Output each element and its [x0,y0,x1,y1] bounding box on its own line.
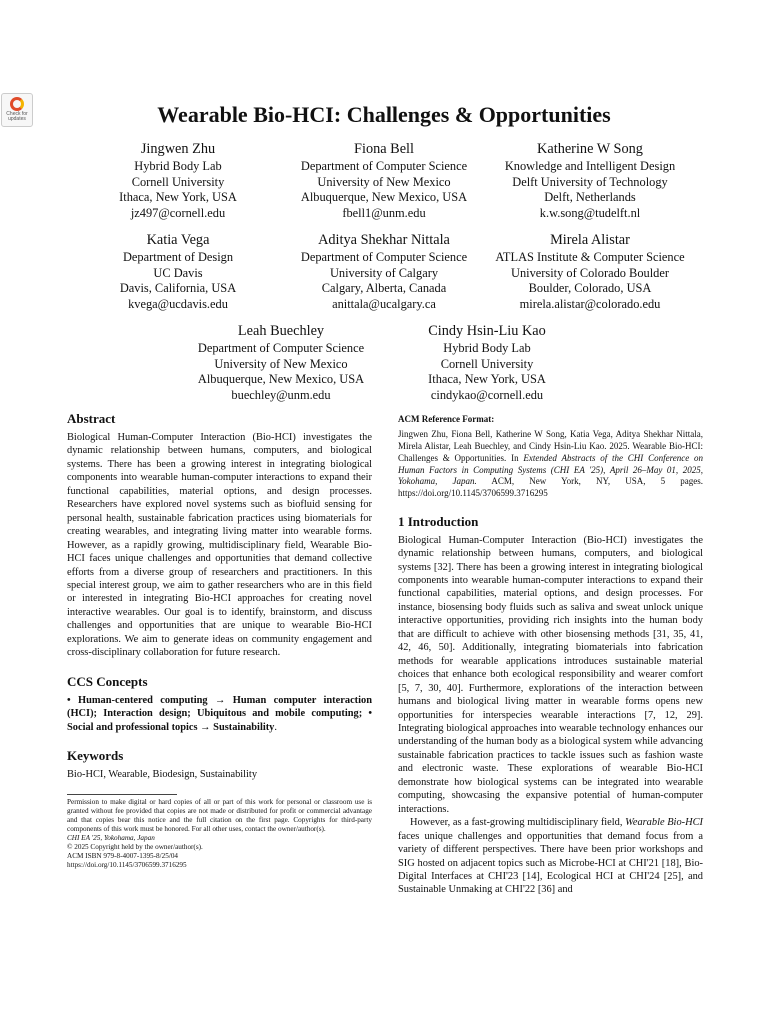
permission-notice [67,798,372,871]
author-affiliation: Department of Computer Science [300,250,468,264]
author-institution: UC Davis [153,265,203,280]
acm-ref-authors: Jingwen Zhu, Fiona Bell, Katherine W Song, Katia Vega, Aditya Shekhar Nittala, Mirela Alistar, Leah Buechley, and Cindy Hsin-Liu Kao. 2025. Wearable Bio-HCI: Challenges & Opportunities. In [398,429,703,463]
author-name: Cindy Hsin-Liu Kao [428,323,546,339]
author-affiliation: ATLAS Institute & Computer Science [495,250,685,264]
keywords-heading: Keywords [67,748,124,764]
acm-ref-venue: Extended Abstracts of the CHI Conference on Human Factors in Computing Systems (CHI EA '25), April 26–May 01, 2025, Yokohama, Japan. [398,452,704,487]
author-email: mirela.alistar@colorado.edu [519,296,661,311]
author-name: Aditya Shekhar Nittala [318,232,450,248]
right-column [398,413,703,897]
author-institution: University of Calgary [329,265,439,280]
author-affiliation: Knowledge and Intelligent Design [504,159,676,173]
permission-text: Permission to make digital or hard copies of all or part of this work for personal or classroom use is granted without fee provided that copies are not made or distributed for profit or commercial advantage and that copies bear this notice and the full citation on the first page. Copyrights for third-party components of this work must be honored. For all other uses, contact the owner/author(s). [67,797,372,833]
ccs-concepts [67,694,372,734]
author-affiliation: Hybrid Body Lab [134,159,222,173]
intro-heading: 1 Introduction [398,513,479,529]
author-block [485,231,695,312]
footnote-rule [67,794,177,795]
author-affiliation: Department of Design [122,250,234,264]
author-institution: University of New Mexico [214,356,348,371]
author-name: Fiona Bell [354,141,414,157]
ccs-end: . [274,721,277,733]
ccs-concept-social: • Social and professional topics → Sustainability [67,708,372,733]
author-email: k.w.song@tudelft.nl [539,205,641,220]
author-location: Albuquerque, New Mexico, USA [300,190,468,205]
abstract-heading: Abstract [67,411,116,426]
author-name: Leah Buechley [237,323,325,339]
abstract-text: Biological Human-Computer Interaction (Bio-HCI) investigates the dynamic relationship between humans, computers, and biological systems. There has been a growing interest in integrating biological components into wearable human-computer interactions to expand their functional capabilities, material options, and design processes. Researchers have explored novel systems such as biofluid sensing for personal health, sustainable fabrication practices using biomaterials for creating wearables, and integrating living matter into wearable forms. However, as a rapidly growing, multidisciplinary field, Wearable Bio-HCI faces unique challenges and opportunities that demand collective efforts from a diverse group of researchers and practitioners. In this special interest group, we aim to gather researchers who are in this field or interested in integrating Bio-HCI approaches for creating novel interactive wearables. Our goal is to identify, brainstorm, and discuss challenges and opportunities that are unique to wearable Bio-HCI explorations. We aim to generate ideas on community engagement and cross-disciplinary collaboration for future research. [67,432,372,659]
badge-label: Check for updates [6,111,28,122]
author-email: fbell1@unm.edu [342,205,426,220]
intro-p2-rest: faces unique challenges and opportunities that demand focus from a variety of different perspectives. There have been prior workshops and SIG hosted on adjacent topics such as Microbe-HCI at CHI'21 [18], Bio-Digital Interfaces at CHI'23 [14], Ecological HCI at CHI'24 [25], and Sustainable Unmaking at CHI'22 [36] and [398,830,703,896]
author-email: kvega@ucdavis.edu [128,296,228,311]
intro-p2-start: However, as a fast-growing multidisciplinary field, [410,817,626,829]
intro-p2-emphasis: Wearable Bio-HCI [625,817,703,829]
paper-title: Wearable Bio-HCI: Challenges & Opportunities [157,102,611,127]
author-name: Mirela Alistar [550,232,630,248]
author-affiliation: Hybrid Body Lab [443,341,531,355]
author-block [78,140,278,221]
author-block [181,322,381,403]
intro-paragraph-1: Biological Human-Computer Interaction (Bio-HCI) investigates the dynamic relationship between humans, computers, and biological systems [32]. There has been a growing interest in integrating biological components into wearable human-computer interactions to expand their functional capabilities, material options, and design processes. For instance, biosensing body fluids such as saliva and sweat unlock unique interactive opportunities, providing rich insights into the human body that are difficult to achieve with other biosensing methods [31, 35, 41, 42, 46, 50]. Additionally, integrating biomaterials into fabrication methods for wearable applications introduces sustainable material choices that enhance both ecological responsibility and wearer comfort [5, 7, 30, 40]. Furthermore, explorations of the interaction between humans and biological living matter in wearable forms opens new opportunities for interspecies wearable interactions [7, 12, 29]. Integrating biological approaches into wearable technology enhances our understanding of the human body as a biological system while advancing sustainable fabrication practices to tackle issues such as fashion waste and electronic waste. These explorations of wearable Bio-HCI demonstrate how biological systems can be integrated into wearable computing, showcasing the expansive potential of human-computer interactions. [398,534,703,815]
venue-line: CHI EA '25, Yokohama, Japan [67,833,155,842]
doi-line[interactable]: https://doi.org/10.1145/3706599.3716295 [67,861,187,870]
author-location: Albuquerque, New Mexico, USA [197,372,365,387]
isbn-line: ACM ISBN 979-8-4007-1395-8/25/04 [67,852,179,861]
intro-paragraph-2 [398,816,703,897]
author-location: Boulder, Colorado, USA [528,281,652,296]
acm-ref-publisher[interactable]: ACM, New York, NY, USA, 5 pages. https://doi.org/10.1145/3706599.3716295 [398,476,703,498]
acm-ref-body [398,429,703,499]
author-location: Delft, Netherlands [544,190,636,205]
author-block [387,322,587,403]
author-institution: Cornell University [440,356,534,371]
author-block [78,231,278,312]
author-institution: University of Colorado Boulder [511,265,669,280]
author-email: buechley@unm.edu [231,387,331,402]
ccs-concept-hci: • Human-centered computing → Human computer interaction (HCI); Interaction design; Ubiquitous and mobile computing; [67,694,372,720]
acm-ref-heading: ACM Reference Format: [398,414,495,424]
author-block [284,231,484,312]
author-institution: Cornell University [131,174,225,189]
author-email: anittala@ucalgary.ca [332,296,436,311]
author-name: Katherine W Song [537,141,643,157]
left-column [67,411,372,870]
copyright-line: © 2025 Copyright held by the owner/author(s). [67,842,203,851]
author-institution: University of New Mexico [317,174,451,189]
author-affiliation: Department of Computer Science [197,341,365,355]
keywords-text: Bio-HCI, Wearable, Biodesign, Sustainability [67,769,258,781]
author-name: Jingwen Zhu [140,141,216,157]
author-location: Davis, California, USA [119,281,237,296]
author-affiliation: Department of Computer Science [300,159,468,173]
author-block [485,140,695,221]
author-email: jz497@cornell.edu [130,205,226,220]
author-institution: Delft University of Technology [512,174,668,189]
author-block [284,140,484,221]
author-location: Ithaca, New York, USA [119,190,237,205]
author-location: Calgary, Alberta, Canada [321,281,447,296]
author-name: Katia Vega [146,232,210,248]
ccs-heading: CCS Concepts [67,673,148,689]
author-location: Ithaca, New York, USA [428,372,546,387]
author-email: cindykao@cornell.edu [430,387,544,402]
